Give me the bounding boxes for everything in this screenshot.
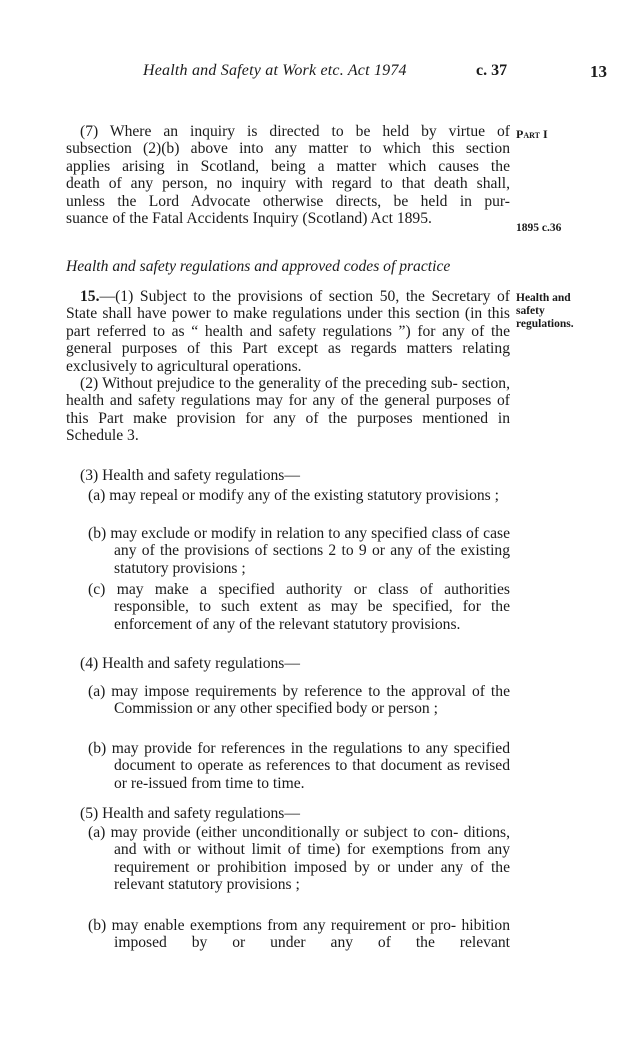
margin-note-section-line3: regulations. [516,318,574,330]
para7-line: (7) Where an inquiry is directed to be held by virtue of [80,123,510,140]
subsection-2-text: (2) Without prejudice to the generality of the preceding sub- section, health and safety regulations may for any of the general purposes of this Part make provision for any of the purposes mentioned in Schedule 3. [66,375,510,445]
margin-note-citation: 1895 c.36 [516,222,562,234]
subsection-4b: (b) may provide for references in the regulations to any specified document to operate as references to that document as revised or re-issued from time to time. [88,740,510,792]
section-heading: Health and safety regulations and approved codes of practice [66,258,451,275]
paragraph-7 [66,123,510,227]
subsection-4a: (a) may impose requirements by reference to the approval of the Commission or any other specified body or person ; [88,683,510,718]
section15-subsection2 [66,375,510,445]
para7-line: unless the Lord Advocate otherwise directs, be held in pur- [66,192,510,210]
margin-note-section-line2: safety [516,305,545,317]
section15-subsection1 [66,288,510,375]
subsection-5a: (a) may provide (either unconditionally or subject to con- ditions, and with or without limit of time) for exemptions from any requirement or prohibition imposed by or under any of the relevant statutory provisions ; [88,824,510,894]
margin-note-section-line1: Health and [516,292,571,304]
act-title: Health and Safety at Work etc. Act 1974 [143,62,407,79]
subsection-3-intro: (3) Health and safety regulations— [80,467,300,484]
subsection-1-text: —(1) Subject to the provisions of section 50, the Secretary of State shall have power to make regulations under this section (in this part referred to as “ health and safety regulations ”) for any of the general purposes of this Part except as regards matters relating exclusively to agricultural operations. [66,288,510,375]
section-number: 15. [80,288,100,305]
margin-note-part: Part I [516,127,548,141]
subsection-3a: (a) may repeal or modify any of the existing statutory provisions ; [88,487,499,504]
chapter-number: c. 37 [476,62,508,79]
para7-line: applies arising in Scotland, being a matter which causes the [66,157,510,175]
subsection-3b: (b) may exclude or modify in relation to any specified class of case any of the provisions of sections 2 to 9 or any of the existing statutory provisions ; [88,525,510,577]
para7-line: suance of the Fatal Accidents Inquiry (Scotland) Act 1895. [66,210,432,228]
subsection-5-intro: (5) Health and safety regulations— [80,805,300,822]
subsection-4-intro: (4) Health and safety regulations— [80,655,300,672]
para7-line: death of any person, no inquiry with regard to that death shall, [66,175,510,193]
page-number: 13 [590,62,607,81]
subsection-5b: (b) may enable exemptions from any requirement or pro- hibition imposed by or under any of the relevant [88,917,510,952]
para7-line: subsection (2)(b) above into any matter to which this section [66,140,510,158]
subsection-3c: (c) may make a specified authority or class of authorities responsible, to such extent as may be specified, for the enforcement of any of the relevant statutory provisions. [88,581,510,633]
